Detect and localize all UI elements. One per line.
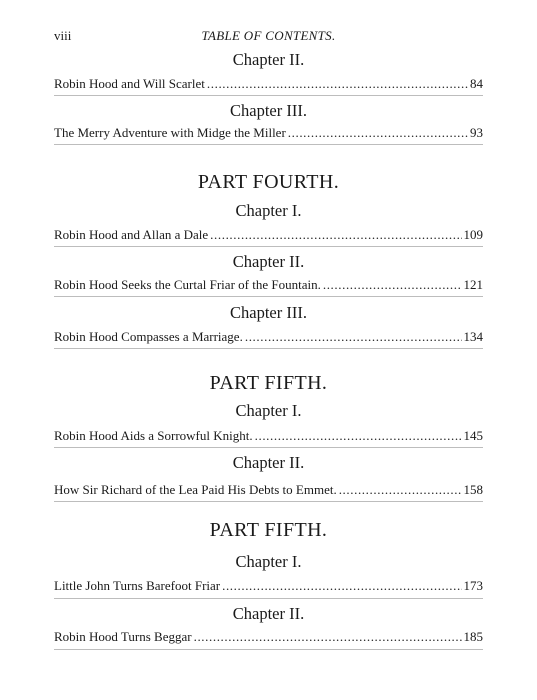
toc-entry — [54, 227, 483, 243]
toc-entry-page: 158 — [463, 482, 483, 497]
dot-leader — [255, 428, 462, 444]
toc-entry — [54, 76, 483, 92]
toc-entry-title: Robin Hood Seeks the Curtal Friar of the Fountain. — [54, 277, 321, 292]
chapter-heading: Chapter II. — [232, 604, 305, 623]
part-heading: PART FIFTH. — [209, 372, 328, 394]
page-folio: viii — [54, 28, 72, 43]
toc-entry-title: Robin Hood Compasses a Marriage. — [54, 329, 243, 344]
running-head — [54, 28, 483, 44]
entry-rule — [54, 95, 483, 96]
dot-leader — [222, 578, 461, 594]
entry-rule — [54, 598, 483, 599]
toc-entry-page: 109 — [463, 227, 483, 242]
toc-entry — [54, 329, 483, 345]
toc-entry-title: Robin Hood and Allan a Dale — [54, 227, 209, 242]
toc-entry-title: Robin Hood Turns Beggar — [54, 629, 192, 644]
toc-entry-page: 84 — [470, 76, 483, 91]
dot-leader — [245, 329, 462, 345]
entry-rule — [54, 348, 483, 349]
chapter-heading: Chapter II. — [232, 252, 305, 271]
chapter-heading: Chapter I. — [235, 401, 302, 420]
toc-entry-page: 173 — [463, 578, 483, 593]
toc-entry — [54, 428, 483, 444]
entry-rule — [54, 246, 483, 247]
toc-entry — [54, 482, 483, 498]
entry-rule — [54, 144, 483, 145]
chapter-heading: Chapter II. — [232, 50, 305, 69]
chapter-heading: Chapter III. — [230, 303, 307, 322]
toc-entry-page: 145 — [463, 428, 483, 443]
chapter-heading: Chapter I. — [235, 552, 302, 571]
dot-leader — [207, 76, 468, 92]
entry-rule — [54, 296, 483, 297]
toc-entry — [54, 629, 483, 645]
dot-leader — [323, 277, 462, 293]
toc-entry — [54, 277, 483, 293]
toc-entry-title: Robin Hood Aids a Sorrowful Knight. — [54, 428, 253, 443]
dot-leader — [339, 482, 462, 498]
dot-leader — [194, 629, 462, 645]
toc-entry-page: 121 — [463, 277, 483, 292]
toc-entry-title: Robin Hood and Will Scarlet — [54, 76, 205, 91]
toc-entry-title: How Sir Richard of the Lea Paid His Debts to Emmet. — [54, 482, 337, 497]
running-head-title: TABLE OF CONTENTS. — [201, 28, 336, 43]
dot-leader — [210, 227, 461, 243]
part-heading: PART FOURTH. — [197, 171, 340, 193]
toc-entry — [54, 125, 483, 141]
part-heading: PART FIFTH. — [209, 519, 328, 541]
toc-entry-page: 134 — [463, 329, 483, 344]
chapter-heading: Chapter III. — [230, 101, 307, 120]
toc-entry-page: 185 — [463, 629, 483, 644]
entry-rule — [54, 447, 483, 448]
dot-leader — [288, 125, 468, 141]
entry-rule — [54, 501, 483, 502]
toc-entry-page: 93 — [470, 125, 483, 140]
toc-entry — [54, 578, 483, 594]
chapter-heading: Chapter I. — [235, 201, 302, 220]
chapter-heading: Chapter II. — [232, 453, 305, 472]
toc-entry-title: The Merry Adventure with Midge the Miller — [54, 125, 286, 140]
toc-entry-title: Little John Turns Barefoot Friar — [54, 578, 221, 593]
entry-rule — [54, 649, 483, 650]
